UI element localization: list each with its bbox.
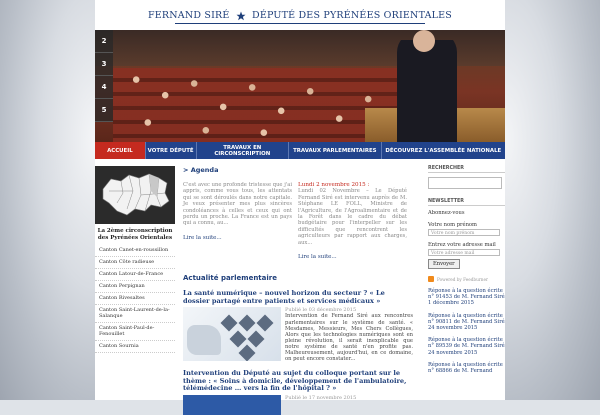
hexagon-icon xyxy=(239,315,256,332)
deputy-role: DÉPUTÉ DES PYRÉNÉES ORIENTALES xyxy=(252,10,453,21)
nav-travaux-circonscription[interactable]: TRAVAUX EN CIRCONSCRIPTION xyxy=(197,142,290,159)
name-field[interactable]: Votre nom prénom xyxy=(428,229,500,236)
article-body xyxy=(183,307,413,362)
circonscription-map[interactable] xyxy=(95,166,175,224)
hero-speaker-head xyxy=(413,30,435,52)
question-link-date: 1 décembre 2015 xyxy=(428,300,474,307)
search-heading: RECHERCHER xyxy=(428,166,505,173)
article-title[interactable]: La santé numérique – nouvel horizon du secteur ? « Le dossier partagé entre patients et services médicaux » xyxy=(183,289,385,305)
article-date: Publié le 03 décembre 2015 xyxy=(285,307,357,314)
canton-link[interactable]: Canton Saint-Paul-de-Fenouillet xyxy=(95,323,175,341)
masthead-rule xyxy=(175,23,425,24)
deputy-name: FERNAND SIRÉ xyxy=(147,10,230,21)
main-content xyxy=(183,166,413,400)
email-label: Entrez votre adresse mail xyxy=(428,242,496,248)
agenda-entry xyxy=(298,182,407,260)
read-more-link[interactable]: Lire la suite... xyxy=(298,254,337,261)
page xyxy=(95,0,505,400)
question-link[interactable] xyxy=(428,313,505,332)
canton-link[interactable]: Canton Latour-de-France xyxy=(95,269,175,281)
nav-travaux-parlementaires[interactable]: TRAVAUX PARLEMENTAIRES xyxy=(289,142,382,159)
rss-row xyxy=(428,276,505,282)
question-link-text: Réponse à la question écrite n° 90811 de M. Fernand Siré xyxy=(428,312,505,325)
slide-5-button[interactable]: 5 xyxy=(95,99,113,122)
agenda-heading[interactable]: > Agenda xyxy=(183,166,219,174)
question-link[interactable] xyxy=(428,362,505,374)
read-more-link[interactable]: Lire la suite... xyxy=(183,234,222,241)
canton-link[interactable]: Canton Côte radieuse xyxy=(95,257,175,269)
canton-list xyxy=(95,245,175,353)
question-link-date: 24 novembre 2015 xyxy=(428,349,478,356)
background-left xyxy=(0,0,95,400)
canton-link[interactable]: Canton Canet-en-roussillon xyxy=(95,245,175,257)
logo-star-icon xyxy=(236,11,246,21)
actu-heading: Actualité parlementaire xyxy=(183,274,277,283)
slide-2-button[interactable]: 2 xyxy=(95,30,113,53)
nav-accueil[interactable]: ACCUEIL xyxy=(95,142,146,159)
map-icon xyxy=(99,169,171,221)
nav-votre-depute[interactable]: VOTRE DÉPUTÉ xyxy=(146,142,197,159)
site-title[interactable] xyxy=(95,10,505,21)
nav-decouvrez-assemblee[interactable]: DÉCOUVREZ L'ASSEMBLÉE NATIONALE xyxy=(385,147,502,154)
agenda-columns xyxy=(183,182,413,260)
hand-icon xyxy=(187,325,221,355)
subscribe-label: Abonnez-vous xyxy=(428,210,465,216)
masthead xyxy=(95,0,505,30)
rss-text: Powered by Feedburner xyxy=(437,276,488,282)
hexagon-icon xyxy=(230,331,247,348)
agenda-text: Lundi 02 Novembre – Le Député Fernand Siré est intervenu auprès de M. Stéphane LE FOLL, Ministre de l'Agriculture, de l'Agroalimentaire et de la Forêt dans le cadre du débat budgétaire pour l'interpeller sur les difficultés que rencontrent les agriculteurs par rapport aux charges, aux... xyxy=(298,188,407,246)
hexagon-icon xyxy=(257,315,274,332)
submit-button[interactable]: Envoyer xyxy=(428,259,460,269)
newsletter-heading: NEWSLETTER xyxy=(428,199,505,206)
article-info xyxy=(285,307,413,362)
article-title[interactable]: Intervention du Député au sujet du colloque portant sur le thème : « Soins à domicile, développement de l'ambulatoire, télémédecine … vers la fin de l'hôpital ? » xyxy=(183,369,407,393)
question-link[interactable] xyxy=(428,288,505,307)
rss-icon[interactable] xyxy=(428,276,434,282)
name-label: Votre nom prénom xyxy=(428,222,477,228)
canton-link[interactable]: Canton Rivesaltes xyxy=(95,293,175,305)
question-link-text: Réponse à la question écrite n° 89539 de M. Fernand Siré xyxy=(428,337,505,350)
hexagon-icon xyxy=(239,345,256,361)
article-body xyxy=(183,395,413,415)
agenda-entry xyxy=(183,182,292,260)
sidebar-left xyxy=(95,166,175,400)
map-caption: La 2ème circonscription des Pyrénées Orientales xyxy=(97,228,173,241)
article xyxy=(183,290,413,362)
main-nav xyxy=(95,142,505,159)
question-link[interactable] xyxy=(428,337,505,356)
article-date: Publié le 17 novembre 2015 xyxy=(285,394,357,401)
hero-audience xyxy=(113,64,403,142)
slide-4-button[interactable]: 4 xyxy=(95,76,113,99)
slider-nav xyxy=(95,30,113,142)
question-link-text: Réponse à la question écrite n° 91453 de M. Fernand Siré xyxy=(428,288,505,301)
sidebar-right xyxy=(428,166,505,400)
article xyxy=(183,370,413,415)
canton-link[interactable]: Canton Sournia xyxy=(95,341,175,353)
hero-slideshow[interactable] xyxy=(95,30,505,142)
agenda-date: Lundi 2 novembre 2015 : xyxy=(298,182,370,188)
article-thumbnail[interactable] xyxy=(183,395,281,415)
article-thumbnail[interactable] xyxy=(183,307,281,361)
hexagon-icon xyxy=(221,315,238,332)
search-input[interactable] xyxy=(428,177,502,189)
email-field[interactable]: Votre adresse mail xyxy=(428,249,500,256)
slide-3-button[interactable]: 3 xyxy=(95,53,113,76)
background-right xyxy=(505,0,600,400)
canton-link[interactable]: Canton Saint-Laurent-de-la-Salanque xyxy=(95,305,175,323)
hexagon-icon xyxy=(248,331,265,348)
question-link-text: Réponse à la question écrite n° 68866 de M. Fernand xyxy=(428,361,503,375)
article-excerpt: Intervention de Fernand Siré aux rencontres parlementaires sur le système de santé. « Mesdames, Messieurs, Mes Chers Collègues, Alors que les technologies numériques sont en pleine révolution, il serait inexplicable que notre système de santé n'en profite pas. Malheureusement, aujourd'hui, en ce domaine, on peut encore constater... xyxy=(285,313,413,363)
agenda-text: C'est avec une profonde tristesse que j'ai appris, comme vous tous, les attentats qui se sont déroulés dans notre capitale. Je veux présenter mes plus sincères condoléances à celles et ceux qui ont perdu un proche. La France est un pays qui a connu, au... xyxy=(183,182,292,227)
question-link-date: 24 novembre 2015 xyxy=(428,325,478,332)
canton-link[interactable]: Canton Perpignan xyxy=(95,281,175,293)
